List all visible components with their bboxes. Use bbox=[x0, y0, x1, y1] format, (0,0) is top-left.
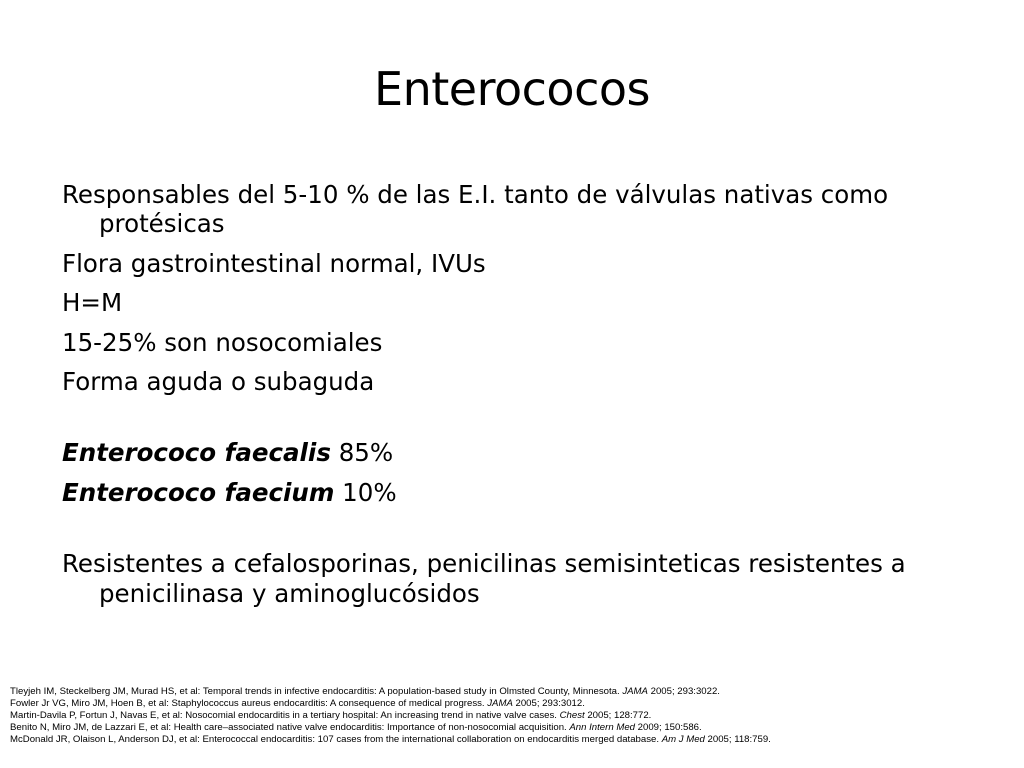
reference-text: Benito N, Miro JM, de Lazzari E, et al: Health care–associated native valve endocarditis: Importance of non-nosocomial acquisition. bbox=[10, 722, 570, 733]
reference-journal: JAMA bbox=[622, 686, 648, 697]
reference-text: Martin-Davila P, Fortun J, Navas E, et al: Nosocomial endocarditis in a tertiary hospital: An increasing trend in native valve cases. bbox=[10, 710, 560, 721]
reference-item bbox=[10, 722, 1014, 734]
species-name: Enterococo faecium bbox=[62, 477, 335, 507]
slide-body bbox=[62, 180, 962, 618]
spacer bbox=[62, 406, 962, 438]
bullet-text: Flora gastrointestinal normal, IVUs bbox=[62, 248, 486, 278]
bullet-text: H=M bbox=[62, 288, 123, 318]
reference-journal: Chest bbox=[559, 710, 585, 721]
bullet-text: 15-25% son nosocomiales bbox=[62, 327, 383, 357]
reference-text: Fowler Jr VG, Miro JM, Hoen B, et al: Staphylococcus aureus endocarditis: A consequence of medical progress. bbox=[10, 698, 488, 709]
reference-cite: 2005; 293:3022. bbox=[647, 686, 720, 697]
bullet-text: Responsables del 5-10 % de las E.I. tanto de válvulas nativas como protésicas bbox=[62, 180, 889, 239]
species-name: Enterococo faecalis bbox=[62, 438, 331, 468]
reference-text: McDonald JR, Olaison L, Anderson DJ, et al: Enterococcal endocarditis: 107 cases from the international collaboration on endocarditis merged database. bbox=[10, 734, 662, 745]
reference-text: Tleyjeh IM, Steckelberg JM, Murad HS, et al: Temporal trends in infective endocarditis: A population-based study in Olmsted County, Minnesota. bbox=[10, 686, 623, 697]
reference-cite: 2005; 293:3012. bbox=[512, 698, 585, 709]
reference-journal: Am J Med bbox=[661, 734, 705, 745]
reference-item bbox=[10, 686, 1014, 698]
reference-cite: 2005; 118:759. bbox=[704, 734, 771, 745]
resistance-text: Resistentes a cefalosporinas, penicilinas semisinteticas resistentes a penicilinasa y aminoglucósidos bbox=[62, 549, 906, 608]
reference-item bbox=[10, 734, 1014, 746]
reference-item bbox=[10, 710, 1014, 722]
species-percent: 85% bbox=[330, 438, 394, 468]
bullet-text: Forma aguda o subaguda bbox=[62, 366, 375, 396]
slide-title: Enterococos bbox=[374, 62, 650, 116]
reference-item bbox=[10, 698, 1014, 710]
references bbox=[10, 686, 1014, 746]
species-percent: 10% bbox=[334, 477, 397, 507]
spacer bbox=[62, 517, 962, 549]
species-line bbox=[62, 478, 962, 507]
reference-cite: 2009; 150:586. bbox=[635, 722, 702, 733]
reference-journal: Ann Intern Med bbox=[569, 722, 635, 733]
species-line bbox=[62, 438, 962, 467]
reference-journal: JAMA bbox=[487, 698, 513, 709]
reference-cite: 2005; 128:772. bbox=[584, 710, 652, 721]
